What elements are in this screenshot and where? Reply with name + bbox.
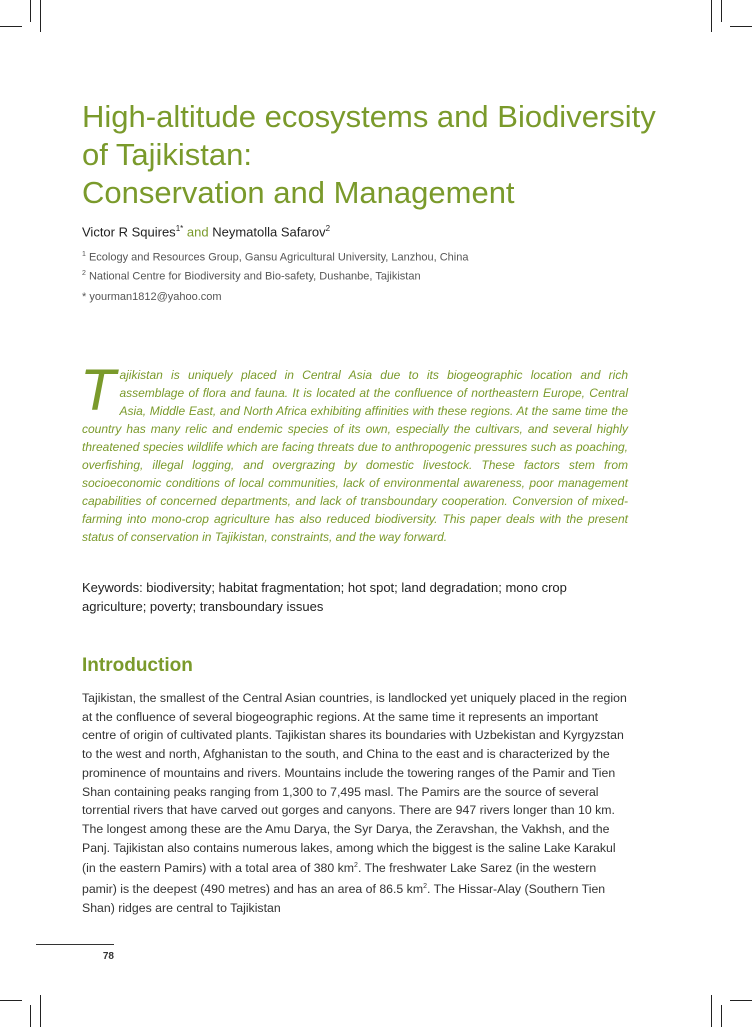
section-heading-introduction: Introduction — [82, 655, 193, 676]
crop-mark — [40, 0, 41, 32]
crop-mark — [721, 0, 722, 22]
superscript: 2 — [354, 862, 358, 870]
affiliation-mark: 2 — [82, 269, 86, 277]
title-line: of Tajikistan: — [82, 137, 253, 172]
keywords — [82, 578, 628, 616]
author-name: Victor R Squires — [82, 224, 176, 240]
affiliations — [82, 247, 468, 284]
abstract-dropcap: T — [80, 358, 116, 423]
crop-mark — [721, 1005, 722, 1027]
superscript: 2 — [423, 883, 427, 891]
crop-mark — [30, 0, 31, 22]
intro-text: . The freshwater Lake Sarez (in the western pamir) is the deepest (490 metres) and has an area of 86.5 km — [82, 861, 597, 897]
crop-mark — [711, 0, 712, 32]
page-number: 78 — [102, 951, 114, 962]
keywords-label: Keywords — [82, 580, 140, 595]
keywords-text: : biodiversity; habitat fragmentation; hot spot; land degradation; mono crop agriculture; poverty; transboundary issues — [82, 580, 567, 614]
crop-mark — [730, 26, 752, 27]
author-mark: 1* — [175, 224, 184, 233]
affiliation — [82, 266, 468, 285]
author-name: Neymatolla Safarov — [212, 224, 326, 240]
affiliation-text: National Centre for Biodiversity and Bio-safety, Dushanbe, Tajikistan — [88, 270, 421, 283]
introduction-body — [82, 689, 630, 918]
corresponding-email: * yourman1812@yahoo.com — [82, 291, 222, 303]
crop-mark — [40, 995, 41, 1027]
author-mark: 2 — [325, 224, 331, 233]
title-line: High-altitude ecosystems and Biodiversity — [82, 99, 656, 134]
footer-rule — [36, 944, 114, 945]
affiliation-text: Ecology and Resources Group, Gansu Agricultural University, Lanzhou, China — [88, 251, 469, 264]
abstract — [80, 358, 628, 546]
author-conjunction: and — [186, 224, 209, 240]
crop-mark — [711, 995, 712, 1027]
crop-mark — [0, 26, 22, 27]
paper-title — [82, 98, 682, 212]
affiliation-mark: 1 — [82, 251, 86, 258]
intro-text: . The Hissar-Alay (Southern Tien Shan) ridges are central to Tajikistan — [82, 882, 606, 915]
crop-mark — [0, 1000, 22, 1001]
crop-mark — [730, 1000, 752, 1001]
title-line: Conservation and Management — [82, 175, 515, 210]
author-line — [82, 224, 330, 239]
abstract-text: ajikistan is uniquely placed in Central Asia due to its biogeographic location and rich assemblage of flora and fauna. It is located at the confluence of northeastern Europe, Central Asia, Middle East, and North Africa exhibiting affinities with these regions. At the same time the country has many relic and endemic species of its own, especially the cultivars, and several highly threatened species wildlife which are facing threats due to anthropogenic pressures such as poaching, overfishing, illegal logging, and overgrazing by domestic livestock. These factors stem from socioeconomic conditions of local communities, lack of environmental awareness, poor management capabilities of concerned departments, and lack of transboundary cooperation. Conversion of mixed-farming into mono-crop agriculture has also reduced biodiversity. This paper deals with the present status of conservation in Tajikistan, constraints, and the way forward. — [82, 368, 628, 544]
affiliation — [82, 247, 468, 266]
intro-text: Tajikistan, the smallest of the Central Asian countries, is landlocked yet uniquely placed in the region at the confluence of several biogeographic regions. At the same time it represents an important centre of origin of cultivated plants. Tajikistan shares its boundaries with Uzbekistan and Kyrgyzstan to the west and north, Afghanistan to the south, and China to the east and is characterized by the prominence of mountains and rivers. Mountains include the towering ranges of the Pamir and Tien Shan containing peaks ranging from 1,300 to 7,495 masl. The Pamirs are the source of several torrential rivers that have carved out gorges and canyons. There are 947 rivers longer than 10 km. The longest among these are the Amu Darya, the Syr Darya, the Zeravshan, the Vakhsh, and the Panj. Tajikistan also contains numerous lakes, among which the biggest is the saline Lake Karakul (in the eastern Pamirs) with a total area of 380 km — [82, 691, 627, 876]
crop-mark — [30, 1005, 31, 1027]
